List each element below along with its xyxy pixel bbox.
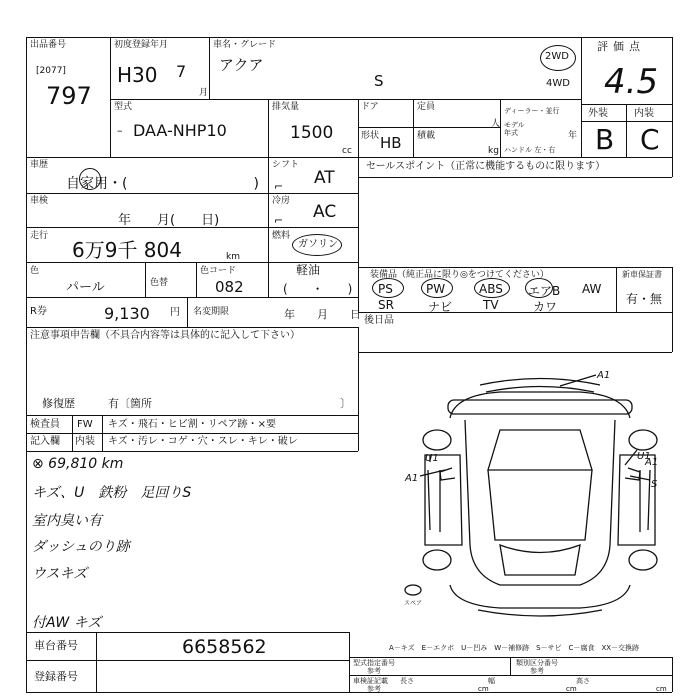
equip-title: 装備品（純正品に限り◎をつけてください）	[370, 270, 549, 280]
model-value: DAA-NHP10	[133, 121, 227, 140]
disp-value: 1500	[290, 123, 334, 143]
plate-label: 車検証記載	[353, 677, 388, 685]
history-value: 自家用・( )	[66, 176, 259, 192]
color-code-label: 色コード	[200, 266, 237, 276]
reg-era-year: H30	[117, 63, 158, 87]
mileage-unit: km	[226, 252, 240, 262]
inspection-row2: キズ・汚レ・コゲ・穴・スレ・キレ・破レ	[108, 436, 298, 447]
equip-navi: ナビ	[428, 300, 453, 314]
ac-value: AC	[313, 202, 337, 222]
class-label: 類別区分番号	[516, 659, 558, 667]
hand-note-5: ウスキズ	[32, 566, 88, 582]
shift-label: シフト	[272, 160, 300, 170]
diagram-mark-a1-left: A1	[405, 473, 419, 484]
hand-note-2: キズ、U 鉄粉 足回りS	[32, 485, 192, 501]
rear-label: 後日品	[364, 315, 394, 326]
fuel-label: 燃料	[272, 231, 291, 241]
equip-aw: AW	[582, 282, 602, 296]
mileage-label: 走行	[30, 231, 49, 241]
reg-month: 7	[176, 62, 187, 81]
capacity-unit: 人	[491, 119, 501, 129]
shape-value: HB	[380, 134, 402, 152]
inspector-label: 検査員	[30, 419, 60, 430]
ext-label: 外装	[588, 108, 608, 119]
equip-airbag: エアB	[528, 284, 561, 298]
sales-title: セールスポイント（正常に機能するものに限ります）	[366, 161, 606, 172]
grade: S	[374, 72, 384, 90]
color-swap-label: 色替	[150, 278, 169, 288]
hand-note-3: 室内臭い有	[32, 513, 102, 529]
equip-leather: カワ	[533, 300, 558, 314]
load-unit: kg	[488, 146, 499, 156]
equip-ps: PS	[378, 282, 393, 296]
width-label: 幅	[488, 677, 495, 685]
model-year-label: モデル 年式	[504, 121, 525, 137]
class-ref: 参考	[530, 667, 544, 675]
color-label: 色	[30, 266, 40, 276]
shape-label: 形状	[361, 131, 380, 141]
new-warranty-value: 有・無	[626, 292, 663, 306]
ext-grade: B	[595, 123, 615, 156]
equip-tv: TV	[483, 298, 499, 312]
hand-note-4: ダッシュのり跡	[32, 539, 130, 555]
disp-label: 排気量	[272, 102, 300, 112]
int-label: 内装	[634, 108, 654, 119]
reg-number-label: 登録番号	[34, 670, 78, 683]
fuel-diesel: 軽油	[296, 263, 321, 277]
chassis-label: 車台番号	[34, 639, 78, 652]
inspection-row1: キズ・飛石・ヒビ割・リペア跡・×要	[108, 419, 276, 430]
diagram-spare-label: スペア	[404, 600, 423, 607]
repair-label: 修復歴	[42, 397, 75, 410]
length-label: 長さ	[400, 677, 414, 685]
inspect-value: 年 月( 日)	[118, 213, 220, 228]
door-label: ドア	[361, 102, 379, 112]
interior-label: 内装	[75, 436, 95, 447]
fuel-gasoline: ガソリン	[298, 239, 338, 250]
repair-close: 〕	[340, 397, 351, 410]
handle-label: ハンドル 左・右	[504, 146, 556, 154]
plate-ref: 参考	[367, 685, 381, 693]
model-label: 型式	[114, 102, 133, 112]
inspect-label: 車検	[30, 196, 49, 206]
type-label: 型式指定番号	[353, 659, 395, 667]
shift-value: AT	[314, 168, 335, 188]
hand-note-6: 付AW キズ	[32, 615, 102, 631]
dealer-label: ディーラー・並行	[504, 107, 560, 115]
drive-2wd: 2WD	[545, 51, 569, 62]
diagram-mark-u1-left: U1	[425, 453, 439, 464]
chassis-value: 6658562	[182, 636, 267, 658]
reg-label: 初度登録年月	[114, 40, 169, 50]
repair-value: 有〔箇所	[108, 397, 152, 410]
new-warranty-label: 新車保証書	[622, 270, 662, 279]
car-tax-value: 年 月 日	[284, 308, 361, 321]
int-grade: C	[640, 123, 660, 156]
diagram-mark-a1-top: A1	[597, 370, 611, 381]
height-unit: cm	[656, 685, 667, 693]
disp-unit: cc	[342, 146, 352, 156]
color-value: パール	[66, 280, 105, 295]
lot-number: 797	[46, 82, 92, 110]
mileage-value: 6万9千 804	[72, 238, 182, 262]
equip-pw: PW	[426, 282, 446, 296]
ac-label: 冷房	[272, 196, 291, 206]
hand-note-1: ⊗ 69,810 km	[32, 456, 124, 472]
entry-label: 記入欄	[30, 436, 60, 447]
car-tax-label: 名変期限	[193, 307, 230, 317]
length-unit: cm	[478, 685, 489, 693]
name-label: 車名・グレード	[213, 40, 277, 50]
lot-sub: [2077]	[36, 66, 66, 76]
car-name: アクア	[219, 56, 264, 74]
notes-title: 注意事項申告欄（不具合内容等は具体的に記入して下さい）	[30, 330, 300, 341]
equip-abs: ABS	[479, 282, 503, 296]
damage-legend: A－キズ E－エクボ U－凹み W－補修跡 S－サビ C－腐食 XX－交換跡	[389, 644, 640, 652]
equip-sr: SR	[378, 298, 394, 312]
diagram-mark-u1-right: U1	[637, 451, 651, 462]
lot-label: 出品番号	[30, 40, 67, 50]
reg-month-unit: 月	[199, 88, 209, 98]
color-code-value: 082	[215, 278, 244, 296]
recycle-unit: 円	[170, 307, 180, 318]
score: 4.5	[604, 62, 659, 102]
diagram-mark-a1-right: A1	[645, 457, 659, 468]
load-label: 積載	[417, 131, 436, 141]
year-unit: 年	[568, 131, 578, 141]
score-label: 評価点	[597, 40, 645, 53]
recycle-label: R券	[30, 306, 47, 317]
history-label: 車歴	[30, 160, 49, 170]
fw-label: FW	[77, 419, 93, 430]
capacity-label: 定員	[417, 102, 436, 112]
recycle-value: 9,130	[104, 304, 150, 323]
diagram-mark-s-right: S	[651, 479, 658, 490]
drive-4wd: 4WD	[546, 78, 570, 89]
type-ref: 参考	[367, 667, 381, 675]
height-label: 高さ	[576, 677, 590, 685]
width-unit: cm	[566, 685, 577, 693]
